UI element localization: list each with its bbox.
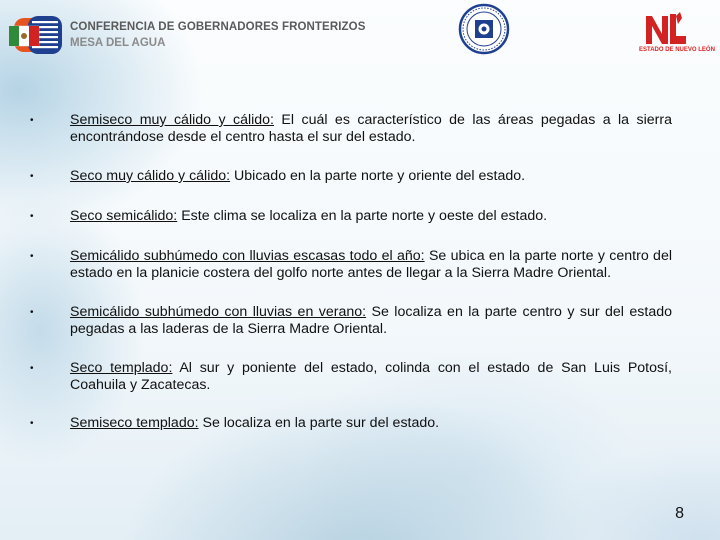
conference-subtitle: MESA DEL AGUA (70, 37, 166, 49)
item-term: Semiseco templado: (70, 415, 199, 431)
conference-logo-icon (8, 12, 64, 58)
item-term: Seco templado: (70, 360, 173, 376)
item-text: Se localiza en la parte centro y sur del estado pegadas a las laderas de la Sierra Madre Oriental. (70, 304, 672, 337)
item-term: Seco semicálido: (70, 208, 178, 224)
item-term: Seco muy cálido y cálido: (70, 168, 231, 184)
list-item (30, 168, 672, 185)
item-term: Semicálido subhúmedo con lluvias en verano: (70, 304, 367, 320)
list-item (30, 360, 672, 394)
item-text: Se ubica en la parte norte y centro del estado en la planicie costera del golfo norte antes de llegar a la Sierra Madre Oriental. (70, 248, 672, 281)
item-text: Al sur y poniente del estado, colinda con el estado de San Luis Potosí, Coahuila y Zacatecas. (70, 360, 672, 393)
item-text: Este clima se localiza en la parte norte y oeste del estado. (177, 208, 548, 224)
item-text: El cuál es característico de las áreas pegadas a la sierra encontrándose desde el centro hasta el sur del estado. (70, 112, 672, 145)
list-item (30, 415, 672, 432)
item-text: Ubicado en la parte norte y oriente del estado. (230, 168, 526, 184)
page-number: 8 (675, 505, 684, 522)
header (0, 0, 720, 68)
bullet: • (30, 211, 34, 222)
list-item (30, 304, 672, 338)
list-item (30, 248, 672, 282)
bullet: • (30, 171, 34, 182)
seal-icon (455, 3, 513, 55)
bullet: • (30, 418, 34, 429)
bullet: • (30, 363, 34, 374)
nuevo-leon-caption: ESTADO DE NUEVO LEÓN (639, 47, 715, 53)
list-item (30, 208, 672, 225)
item-text: Se localiza en la parte sur del estado. (198, 415, 440, 431)
climate-list (30, 112, 672, 432)
bullet: • (30, 115, 34, 126)
bullet: • (30, 251, 34, 262)
bullet: • (30, 307, 34, 318)
item-term: Semicálido subhúmedo con lluvias escasas todo el año: (70, 248, 425, 264)
conference-title: CONFERENCIA DE GOBERNADORES FRONTERIZOS (70, 21, 366, 33)
item-term: Semiseco muy cálido y cálido: (70, 112, 274, 128)
list-item (30, 112, 672, 146)
